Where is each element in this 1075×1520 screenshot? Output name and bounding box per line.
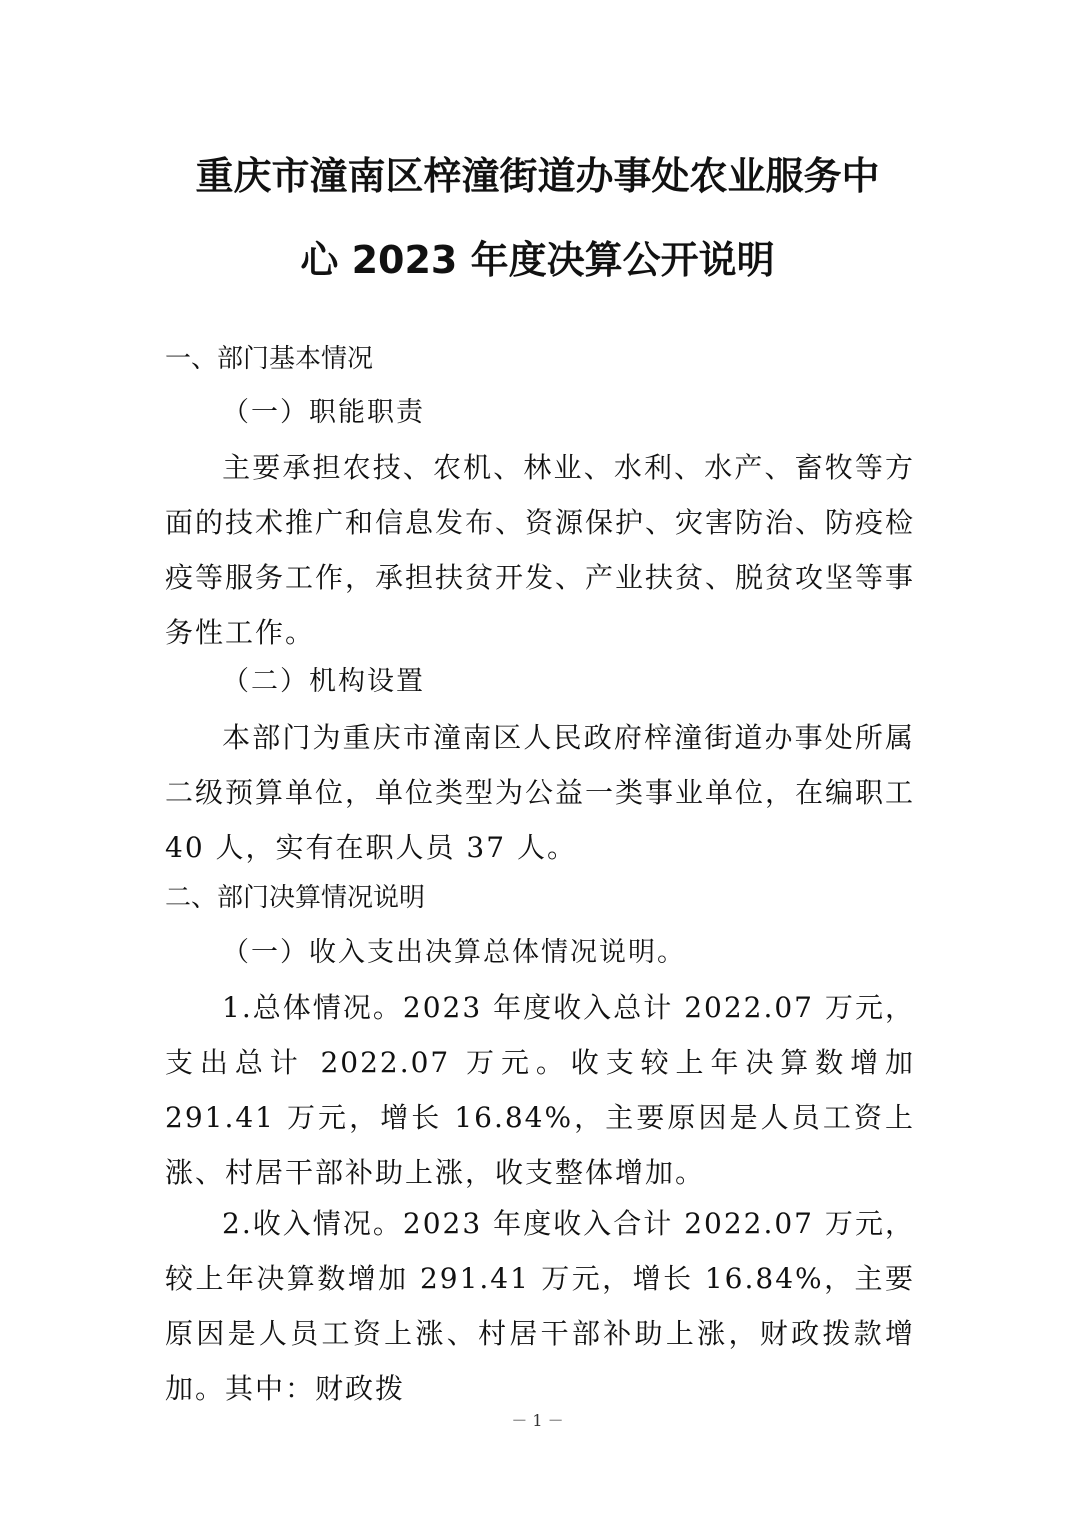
section1-sub2-paragraph: [165, 710, 915, 875]
page-number: － 1 －: [511, 1411, 564, 1430]
section1-sub2-heading: （二）机构设置: [222, 666, 425, 697]
section1-sub1-paragraph: [165, 440, 915, 660]
section2-item1-paragraph: [165, 980, 915, 1200]
section1-sub1-text: 主要承担农技、农机、林业、水利、水产、畜牧等方面的技术推广和信息发布、资源保护、灾害防治、防疫检疫等服务工作，承担扶贫开发、产业扶贫、脱贫攻坚等事务性工作。: [165, 451, 916, 649]
document-title-line2: 心 2023 年度决算公开说明: [300, 238, 775, 282]
section1-sub2-text: 本部门为重庆市潼南区人民政府梓潼街道办事处所属二级预算单位，单位类型为公益一类事业单位，在编职工 40 人，实有在职人员 37 人。: [165, 721, 916, 864]
section1-sub1-heading: （一）职能职责: [222, 397, 425, 428]
section2-item2-text: 2.收入情况。2023 年度收入合计 2022.07 万元，较上年决算数增加 291.41 万元，增长 16.84%，主要原因是人员工资上涨、村居干部补助上涨，财政拨款增加。其中：财政拨: [165, 1207, 915, 1405]
document-title-line1: 重庆市潼南区梓潼街道办事处农业服务中: [195, 154, 880, 198]
section1-heading: 一、部门基本情况: [165, 344, 374, 374]
section2-sub1-heading: （一）收入支出决算总体情况说明。: [222, 937, 686, 968]
section2-item2-paragraph: [165, 1196, 915, 1416]
section2-heading: 二、部门决算情况说明: [165, 883, 426, 913]
section2-item1-text: 1.总体情况。2023 年度收入总计 2022.07 万元，支出总计 2022.07 万元。收支较上年决算数增加 291.41 万元，增长 16.84%，主要原因是人员工资上涨、村居干部补助上涨，收支整体增加。: [165, 991, 915, 1189]
